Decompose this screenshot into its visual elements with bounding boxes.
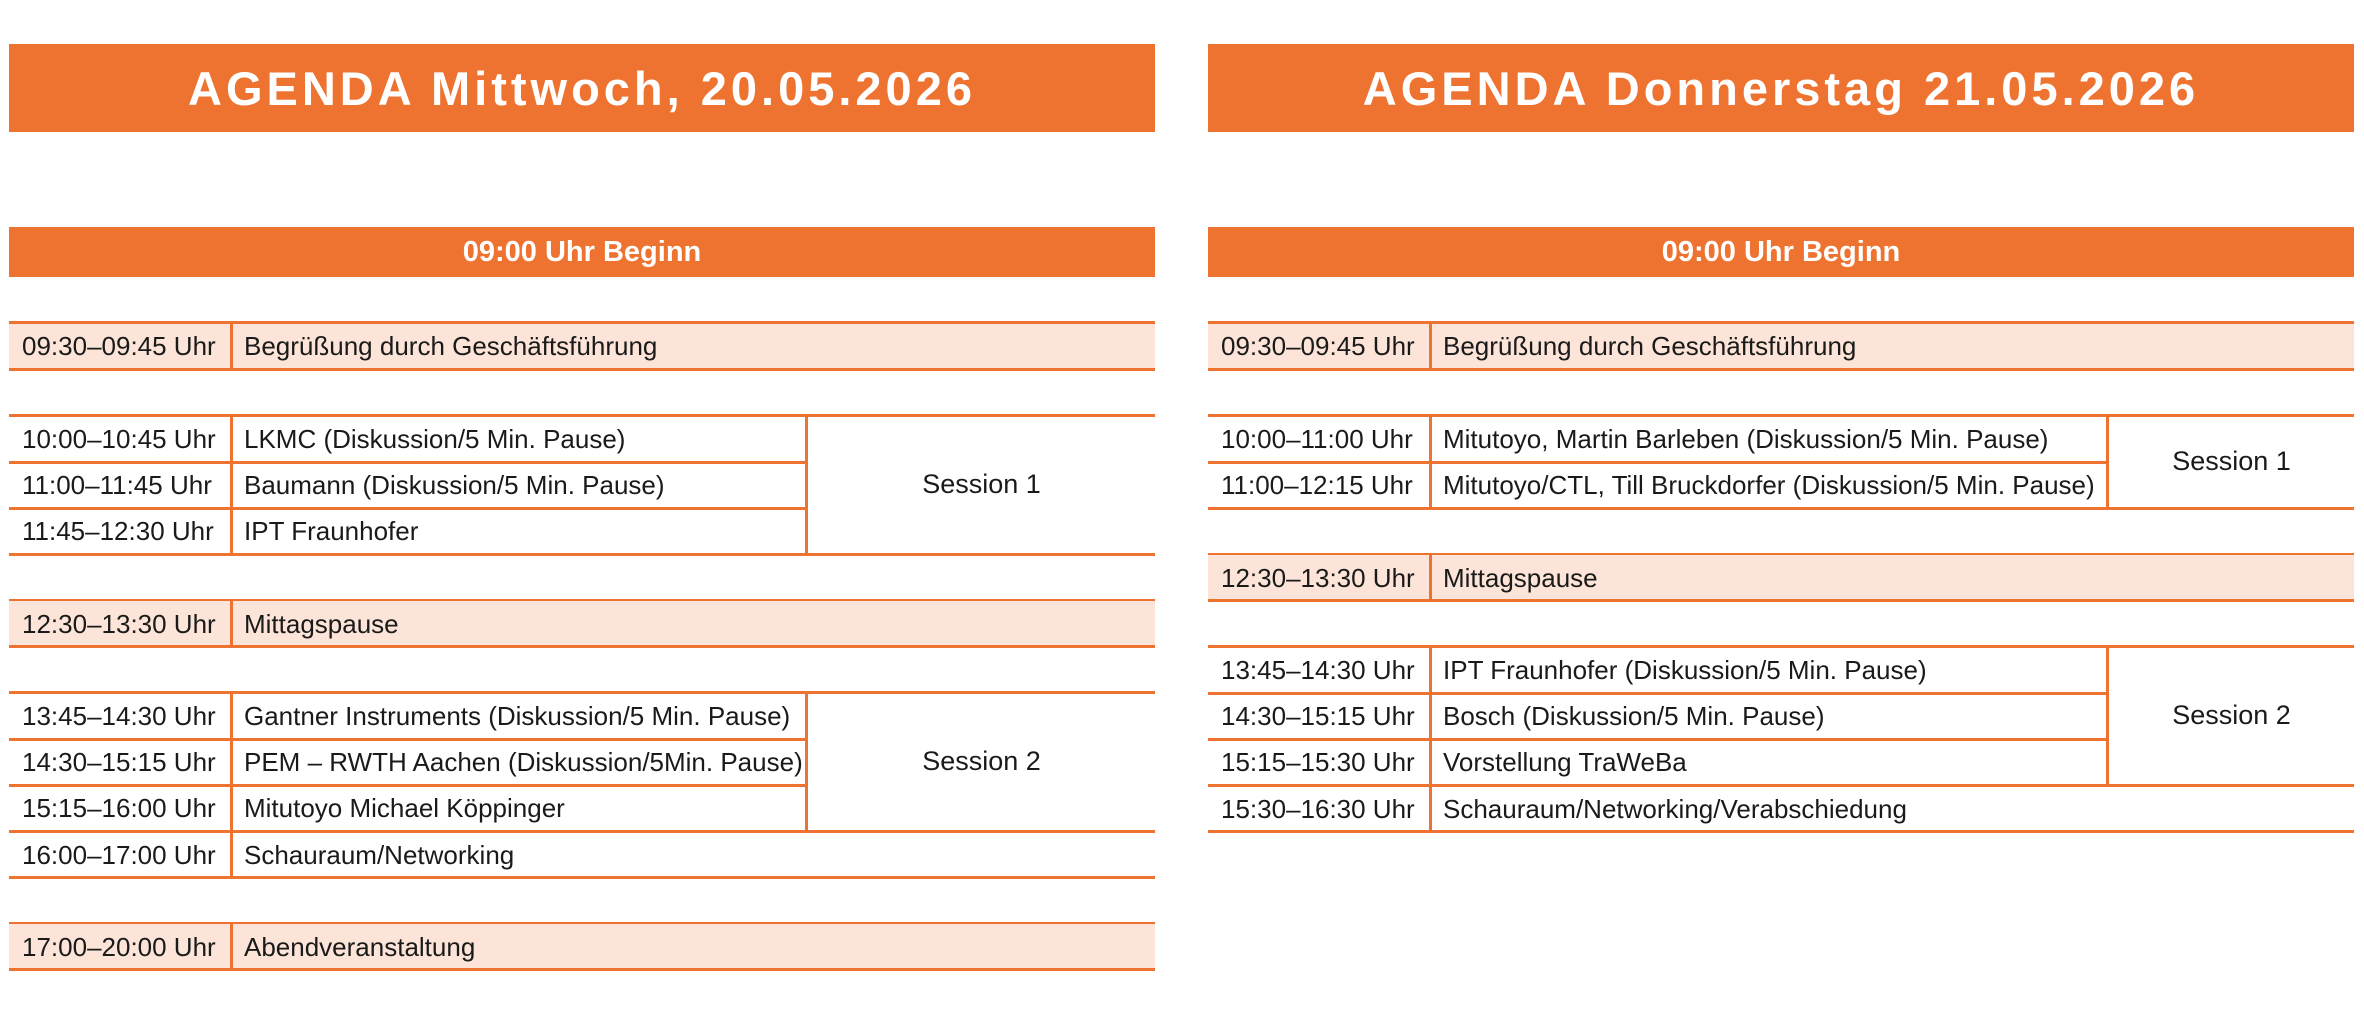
divider xyxy=(230,414,233,556)
row-description: Begrüßung durch Geschäftsführung xyxy=(1443,330,1857,361)
row-description: IPT Fraunhofer (Diskussion/5 Min. Pause) xyxy=(1443,654,1927,685)
row-description: Schauraum/Networking xyxy=(244,839,515,870)
row-description: Mitutoyo Michael Köppinger xyxy=(244,792,565,823)
row-time: 13:45–14:30 Uhr xyxy=(22,700,216,731)
row-description: Gantner Instruments (Diskussion/5 Min. Pause) xyxy=(244,700,791,731)
agenda-row xyxy=(1208,323,2354,369)
row-time: 14:30–15:15 Uhr xyxy=(22,746,216,777)
divider xyxy=(1208,368,2354,371)
row-time: 16:00–17:00 Uhr xyxy=(22,839,216,870)
row-time: 15:15–16:00 Uhr xyxy=(22,792,216,823)
row-time: 13:45–14:30 Uhr xyxy=(1221,654,1415,685)
agenda-title-banner: AGENDA Mittwoch, 20.05.2026 xyxy=(9,44,1155,132)
row-time: 09:30–09:45 Uhr xyxy=(1221,330,1415,361)
row-description: Mittagspause xyxy=(244,608,399,639)
row-time: 17:00–20:00 Uhr xyxy=(22,931,216,962)
row-time: 14:30–15:15 Uhr xyxy=(1221,700,1415,731)
row-description: Abendveranstaltung xyxy=(244,931,476,962)
row-description: LKMC (Diskussion/5 Min. Pause) xyxy=(244,423,626,454)
row-description: Mitutoyo, Martin Barleben (Diskussion/5 Min. Pause) xyxy=(1443,423,2049,454)
row-description: Mitutoyo/CTL, Till Bruckdorfer (Diskussion/5 Min. Pause) xyxy=(1443,469,2095,500)
divider xyxy=(230,321,233,371)
divider xyxy=(1208,599,2354,602)
divider xyxy=(1429,553,1432,602)
divider xyxy=(1429,321,1432,371)
row-time: 09:30–09:45 Uhr xyxy=(22,330,216,361)
session-label: Session 1 xyxy=(922,469,1041,499)
agenda-row xyxy=(9,323,1155,369)
start-time-banner: 09:00 Uhr Beginn xyxy=(9,227,1155,277)
row-time: 10:00–11:00 Uhr xyxy=(1221,423,1413,454)
row-description: Bosch (Diskussion/5 Min. Pause) xyxy=(1443,700,1825,731)
divider xyxy=(9,968,1155,971)
row-time: 11:00–11:45 Uhr xyxy=(22,469,212,500)
row-time: 11:45–12:30 Uhr xyxy=(22,515,214,546)
agenda-row xyxy=(9,832,1155,878)
divider xyxy=(230,599,233,648)
row-time: 11:00–12:15 Uhr xyxy=(1221,469,1413,500)
row-description: Vorstellung TraWeBa xyxy=(1443,746,1687,777)
row-description: Baumann (Diskussion/5 Min. Pause) xyxy=(244,469,665,500)
row-description: Mittagspause xyxy=(1443,562,1598,593)
agenda-row xyxy=(1208,555,2354,601)
row-description: Schauraum/Networking/Verabschiedung xyxy=(1443,793,1907,824)
row-description: PEM – RWTH Aachen (Diskussion/5Min. Pause) xyxy=(244,746,803,777)
divider xyxy=(1208,830,2354,833)
divider xyxy=(9,553,1155,556)
row-time: 12:30–13:30 Uhr xyxy=(1221,562,1415,593)
row-time: 15:30–16:30 Uhr xyxy=(1221,793,1415,824)
divider xyxy=(9,321,1155,324)
row-time: 12:30–13:30 Uhr xyxy=(22,608,216,639)
agenda-row xyxy=(9,601,1155,647)
agenda-column-wednesday xyxy=(9,0,1155,1018)
divider xyxy=(230,691,233,879)
divider xyxy=(1208,321,2354,324)
divider xyxy=(1208,507,2354,510)
session-label: Session 2 xyxy=(2172,700,2291,730)
divider xyxy=(1429,645,1432,833)
row-description: IPT Fraunhofer xyxy=(244,515,419,546)
divider xyxy=(9,645,1155,648)
row-description: Begrüßung durch Geschäftsführung xyxy=(244,330,658,361)
agenda-row xyxy=(1208,786,2354,832)
row-time: 15:15–15:30 Uhr xyxy=(1221,746,1415,777)
session-label: Session 2 xyxy=(922,746,1041,776)
divider xyxy=(9,368,1155,371)
session-label: Session 1 xyxy=(2172,446,2291,476)
divider xyxy=(9,876,1155,879)
agenda-column-thursday xyxy=(1208,0,2354,1018)
divider xyxy=(230,922,233,971)
agenda-row xyxy=(9,924,1155,970)
start-time-banner: 09:00 Uhr Beginn xyxy=(1208,227,2354,277)
divider xyxy=(1429,414,1432,510)
row-time: 10:00–10:45 Uhr xyxy=(22,423,216,454)
agenda-title-banner: AGENDA Donnerstag 21.05.2026 xyxy=(1208,44,2354,132)
